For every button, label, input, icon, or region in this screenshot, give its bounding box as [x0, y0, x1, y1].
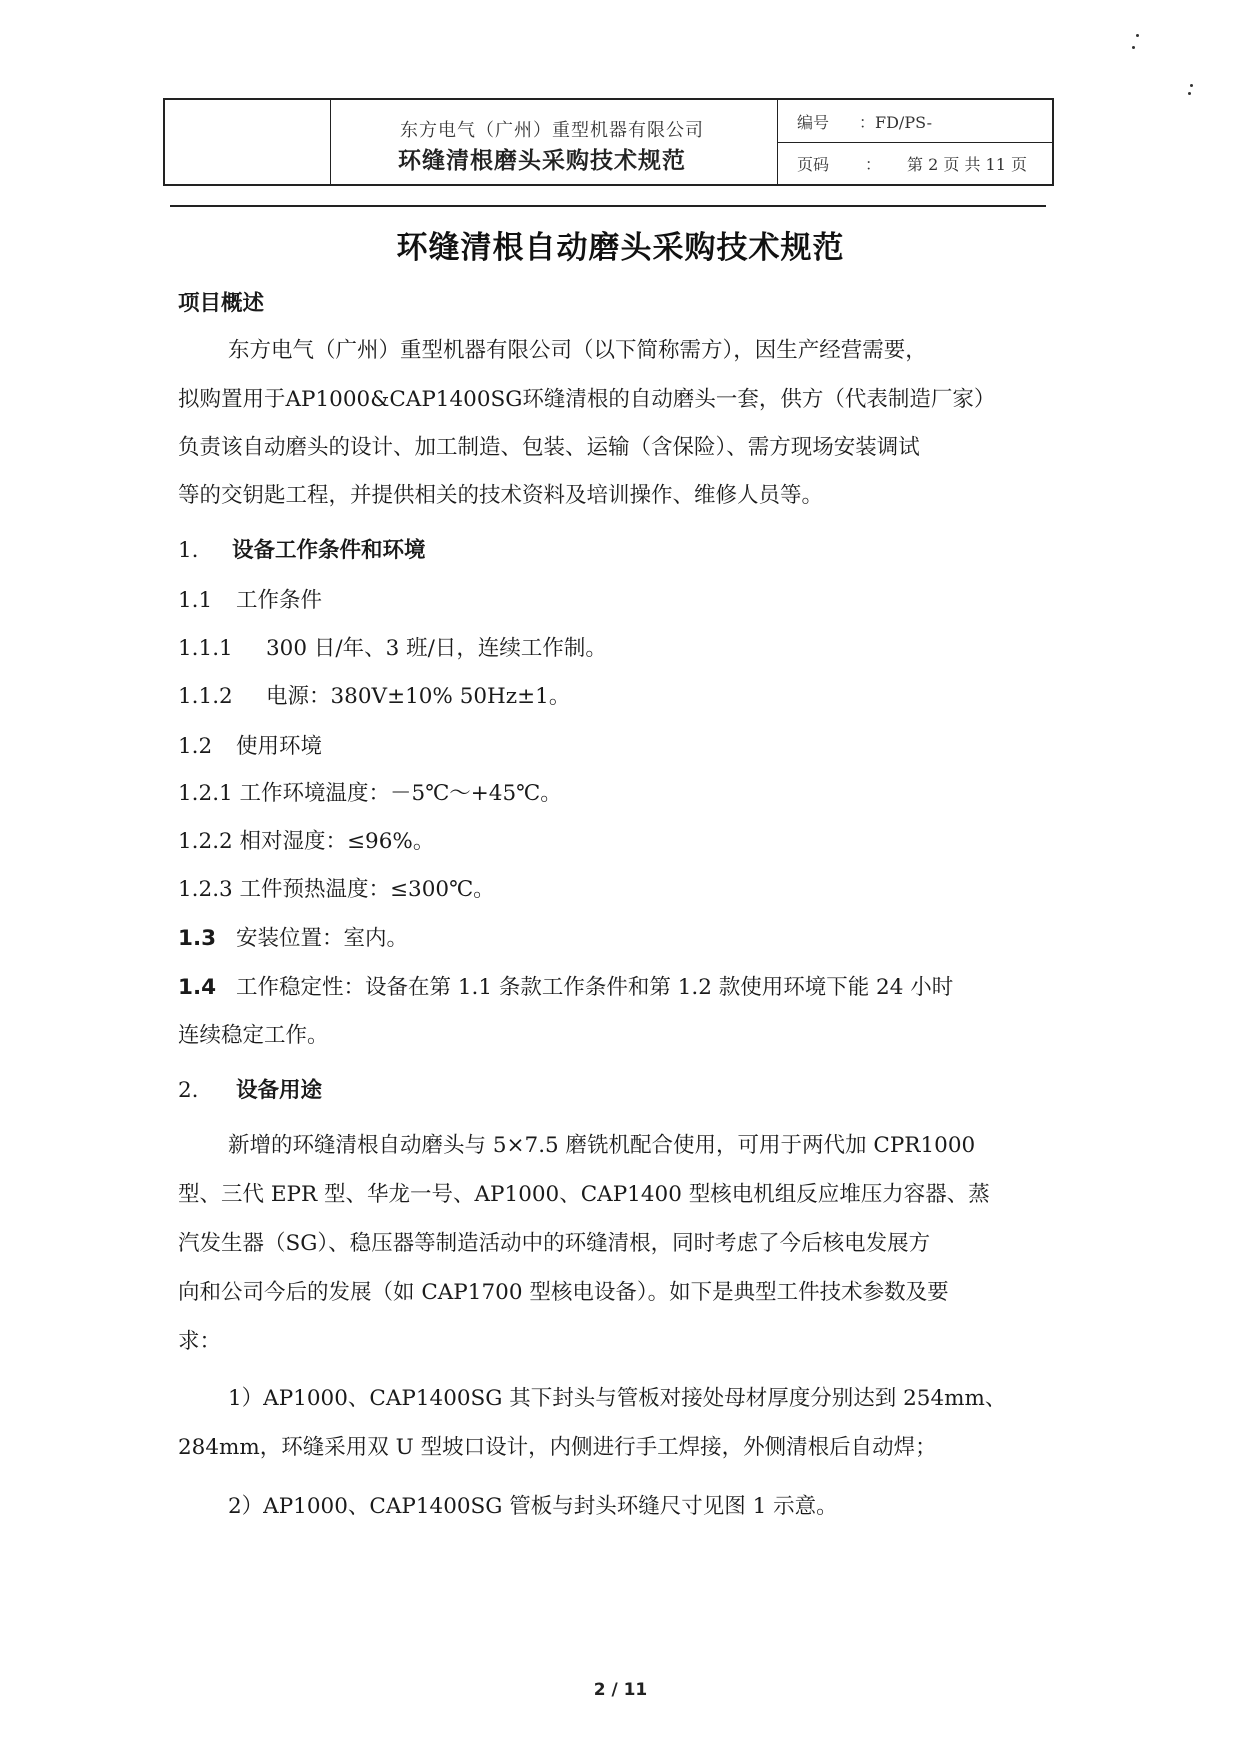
scan-speck	[1132, 46, 1135, 49]
usage-line: 求：	[178, 1329, 222, 1354]
code-value: ：FD/PS-	[859, 113, 933, 132]
clause-1-4-continuation: 连续稳定工作。	[178, 1023, 329, 1048]
overview-line: 东方电气（广州）重型机器有限公司（以下简称需方），因生产经营需要，	[228, 338, 927, 363]
clause-1-1-2-text: 电源：380V±10% 50Hz±1。	[266, 684, 571, 709]
page-label: 页码	[797, 155, 830, 174]
overview-heading: 项目概述	[178, 291, 265, 316]
section-2-number: 2.	[178, 1078, 199, 1103]
clause-1-2-2: 1.2.2 相对湿度：≤96%。	[178, 829, 435, 854]
scan-speck	[1190, 84, 1193, 87]
clause-1-2-number: 1.2	[178, 734, 213, 759]
overview-line: 负责该自动磨头的设计、加工制造、包装、运输（含保险）、需方现场安装调试	[178, 435, 920, 460]
code-label: 编号	[797, 113, 830, 132]
header-rule	[170, 205, 1046, 207]
header-table	[163, 98, 1054, 186]
logo-cell	[165, 100, 331, 184]
clause-1-2-text: 使用环境	[236, 734, 323, 759]
meta-cell	[777, 100, 1052, 184]
clause-1-4-number: 1.4	[178, 975, 217, 1000]
clause-1-4-text: 工作稳定性：设备在第 1.1 条款工作条件和第 1.2 款使用环境下能 24 小时	[236, 975, 954, 1000]
usage-line: 向和公司今后的发展（如 CAP1700 型核电设备）。如下是典型工件技术参数及要	[178, 1280, 949, 1305]
usage-line: 型、三代 EPR 型、华龙一号、AP1000、CAP1400 型核电机组反应堆压力容器、蒸	[178, 1182, 990, 1207]
clause-1-3-number: 1.3	[178, 926, 217, 951]
clause-1-1-1-number: 1.1.1	[178, 636, 233, 661]
company-name: 东方电气（广州）重型机器有限公司	[400, 120, 704, 141]
scan-speck	[1136, 34, 1139, 37]
clause-1-1-2-number: 1.1.2	[178, 684, 233, 709]
clause-1-1-text: 工作条件	[236, 588, 323, 613]
usage-line: 汽发生器（SG）、稳压器等制造活动中的环缝清根，同时考虑了今后核电发展方	[178, 1231, 931, 1256]
section-2-heading: 设备用途	[236, 1078, 323, 1103]
requirement-item-2: 2）AP1000、CAP1400SG 管板与封头环缝尺寸见图 1 示意。	[228, 1494, 838, 1519]
clause-1-1-1-text: 300 日/年、3 班/日，连续工作制。	[266, 636, 607, 661]
requirement-item-1: 1）AP1000、CAP1400SG 其下封头与管板对接处母材厚度分别达到 254mm、	[228, 1386, 1007, 1411]
clause-1-1-number: 1.1	[178, 588, 213, 613]
page-value: 第 2 页 共 11 页	[907, 155, 1027, 174]
page-sep: ：	[865, 155, 882, 174]
code-row	[777, 100, 1052, 143]
overview-line: 拟购置用于AP1000&CAP1400SG环缝清根的自动磨头一套，供方（代表制造厂家）	[178, 387, 996, 412]
scan-speck	[1188, 92, 1191, 95]
usage-line: 新增的环缝清根自动磨头与 5×7.5 磨铣机配合使用，可用于两代加 CPR1000	[228, 1133, 976, 1158]
clause-1-2-1: 1.2.1 工作环境温度：－5℃～+45℃。	[178, 781, 562, 806]
section-1-number: 1.	[178, 538, 199, 563]
title-cell	[330, 100, 778, 184]
page-footer: 2 / 11	[593, 1680, 648, 1700]
section-1-heading: 设备工作条件和环境	[232, 538, 426, 563]
requirement-item-1-continuation: 284mm，环缝采用双 U 型坡口设计，内侧进行手工焊接，外侧清根后自动焊；	[178, 1435, 937, 1460]
spec-title: 环缝清根磨头采购技术规范	[398, 147, 686, 174]
clause-1-3-text: 安装位置：室内。	[236, 926, 409, 951]
overview-line: 等的交钥匙工程，并提供相关的技术资料及培训操作、维修人员等。	[178, 483, 824, 508]
clause-1-2-3: 1.2.3 工件预热温度：≤300℃。	[178, 877, 495, 902]
document-title: 环缝清根自动磨头采购技术规范	[396, 230, 845, 266]
